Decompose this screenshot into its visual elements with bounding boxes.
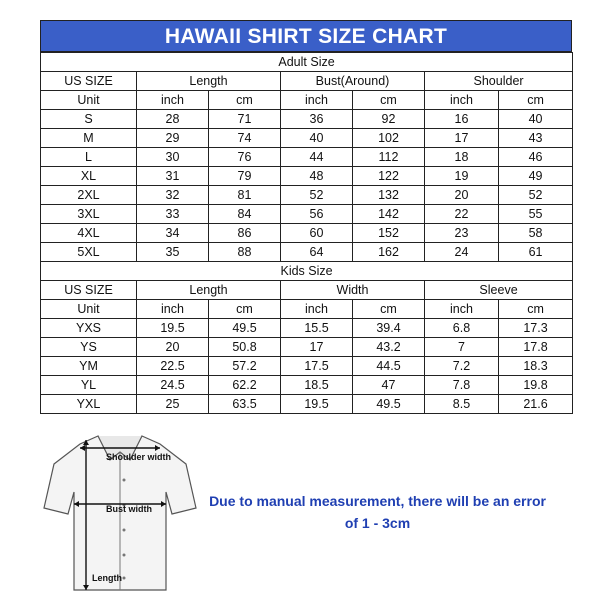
value-cell: 30	[137, 148, 209, 167]
unit-cell: inch	[425, 91, 499, 110]
value-cell: 49.5	[209, 319, 281, 338]
value-cell: 79	[209, 167, 281, 186]
value-cell: 19.5	[137, 319, 209, 338]
unit-cell: inch	[137, 91, 209, 110]
value-cell: 63.5	[209, 395, 281, 414]
table-row	[41, 243, 573, 262]
size-cell: 2XL	[41, 186, 137, 205]
size-cell: YXS	[41, 319, 137, 338]
note-line-2: of 1 - 3cm	[344, 515, 411, 531]
value-cell: 60	[281, 224, 353, 243]
unit-cell: inch	[137, 300, 209, 319]
value-cell: 20	[425, 186, 499, 205]
value-cell: 18.3	[499, 357, 573, 376]
size-cell: XL	[41, 167, 137, 186]
value-cell: 39.4	[353, 319, 425, 338]
value-cell: 49	[499, 167, 573, 186]
size-cell: YXL	[41, 395, 137, 414]
table-row	[41, 148, 573, 167]
value-cell: 35	[137, 243, 209, 262]
note-line-1: Due to manual measurement, there will be an error	[209, 493, 546, 509]
value-cell: 132	[353, 186, 425, 205]
value-cell: 28	[137, 110, 209, 129]
value-cell: 48	[281, 167, 353, 186]
group-header: Width	[281, 281, 425, 300]
value-cell: 6.8	[425, 319, 499, 338]
table-row	[41, 338, 573, 357]
size-cell: 4XL	[41, 224, 137, 243]
value-cell: 142	[353, 205, 425, 224]
value-cell: 34	[137, 224, 209, 243]
value-cell: 152	[353, 224, 425, 243]
table-row	[41, 186, 573, 205]
value-cell: 102	[353, 129, 425, 148]
value-cell: 52	[281, 186, 353, 205]
value-cell: 17.5	[281, 357, 353, 376]
unit-cell: cm	[499, 300, 573, 319]
value-cell: 36	[281, 110, 353, 129]
value-cell: 84	[209, 205, 281, 224]
size-table	[40, 52, 573, 414]
group-header: Bust(Around)	[281, 72, 425, 91]
unit-cell: cm	[353, 300, 425, 319]
value-cell: 7.8	[425, 376, 499, 395]
group-header: Shoulder	[425, 72, 573, 91]
size-chart	[40, 20, 572, 414]
value-cell: 112	[353, 148, 425, 167]
value-cell: 16	[425, 110, 499, 129]
unit-cell: cm	[499, 91, 573, 110]
value-cell: 8.5	[425, 395, 499, 414]
value-cell: 32	[137, 186, 209, 205]
value-cell: 23	[425, 224, 499, 243]
value-cell: 122	[353, 167, 425, 186]
table-row	[41, 395, 573, 414]
size-cell: M	[41, 129, 137, 148]
size-cell: 3XL	[41, 205, 137, 224]
table-row	[41, 224, 573, 243]
value-cell: 18	[425, 148, 499, 167]
value-cell: 17.3	[499, 319, 573, 338]
value-cell: 64	[281, 243, 353, 262]
value-cell: 20	[137, 338, 209, 357]
table-row	[41, 376, 573, 395]
kids-unit-row	[41, 300, 573, 319]
size-column-header: US SIZE	[41, 72, 137, 91]
value-cell: 40	[281, 129, 353, 148]
value-cell: 76	[209, 148, 281, 167]
value-cell: 40	[499, 110, 573, 129]
value-cell: 33	[137, 205, 209, 224]
adult-unit-row	[41, 91, 573, 110]
value-cell: 81	[209, 186, 281, 205]
size-cell: L	[41, 148, 137, 167]
value-cell: 74	[209, 129, 281, 148]
value-cell: 22.5	[137, 357, 209, 376]
size-cell: S	[41, 110, 137, 129]
value-cell: 17	[281, 338, 353, 357]
value-cell: 55	[499, 205, 573, 224]
value-cell: 24.5	[137, 376, 209, 395]
value-cell: 21.6	[499, 395, 573, 414]
measurement-note	[195, 490, 560, 534]
adult-section-label: Adult Size	[41, 53, 573, 72]
value-cell: 92	[353, 110, 425, 129]
value-cell: 44.5	[353, 357, 425, 376]
value-cell: 46	[499, 148, 573, 167]
value-cell: 29	[137, 129, 209, 148]
size-cell: 5XL	[41, 243, 137, 262]
value-cell: 62.2	[209, 376, 281, 395]
group-header: Sleeve	[425, 281, 573, 300]
value-cell: 58	[499, 224, 573, 243]
kids-header-row	[41, 281, 573, 300]
adult-section-row	[41, 53, 573, 72]
value-cell: 71	[209, 110, 281, 129]
size-column-header: US SIZE	[41, 281, 137, 300]
size-cell: YM	[41, 357, 137, 376]
unit-label: Unit	[41, 91, 137, 110]
table-row	[41, 205, 573, 224]
value-cell: 44	[281, 148, 353, 167]
value-cell: 15.5	[281, 319, 353, 338]
kids-section-row	[41, 262, 573, 281]
value-cell: 25	[137, 395, 209, 414]
value-cell: 47	[353, 376, 425, 395]
value-cell: 50.8	[209, 338, 281, 357]
value-cell: 49.5	[353, 395, 425, 414]
value-cell: 22	[425, 205, 499, 224]
table-row	[41, 110, 573, 129]
size-cell: YS	[41, 338, 137, 357]
adult-header-row	[41, 72, 573, 91]
table-row	[41, 357, 573, 376]
value-cell: 17	[425, 129, 499, 148]
value-cell: 24	[425, 243, 499, 262]
value-cell: 162	[353, 243, 425, 262]
unit-cell: inch	[281, 91, 353, 110]
value-cell: 17.8	[499, 338, 573, 357]
unit-cell: cm	[209, 300, 281, 319]
table-row	[41, 319, 573, 338]
size-cell: YL	[41, 376, 137, 395]
value-cell: 61	[499, 243, 573, 262]
kids-section-label: Kids Size	[41, 262, 573, 281]
value-cell: 86	[209, 224, 281, 243]
unit-cell: cm	[353, 91, 425, 110]
shirt-measurement-diagram	[40, 430, 200, 595]
chart-title: HAWAII SHIRT SIZE CHART	[40, 20, 572, 52]
value-cell: 19.8	[499, 376, 573, 395]
group-header: Length	[137, 281, 281, 300]
group-header: Length	[137, 72, 281, 91]
value-cell: 18.5	[281, 376, 353, 395]
value-cell: 56	[281, 205, 353, 224]
table-row	[41, 167, 573, 186]
table-row	[41, 129, 573, 148]
value-cell: 7	[425, 338, 499, 357]
unit-label: Unit	[41, 300, 137, 319]
length-label: Length	[92, 573, 122, 583]
value-cell: 19.5	[281, 395, 353, 414]
bust-width-label: Bust width	[106, 504, 152, 514]
value-cell: 88	[209, 243, 281, 262]
value-cell: 52	[499, 186, 573, 205]
shoulder-width-label: Shoulder width	[106, 452, 171, 462]
value-cell: 19	[425, 167, 499, 186]
unit-cell: inch	[281, 300, 353, 319]
unit-cell: inch	[425, 300, 499, 319]
value-cell: 43	[499, 129, 573, 148]
unit-cell: cm	[209, 91, 281, 110]
value-cell: 43.2	[353, 338, 425, 357]
value-cell: 57.2	[209, 357, 281, 376]
value-cell: 7.2	[425, 357, 499, 376]
value-cell: 31	[137, 167, 209, 186]
